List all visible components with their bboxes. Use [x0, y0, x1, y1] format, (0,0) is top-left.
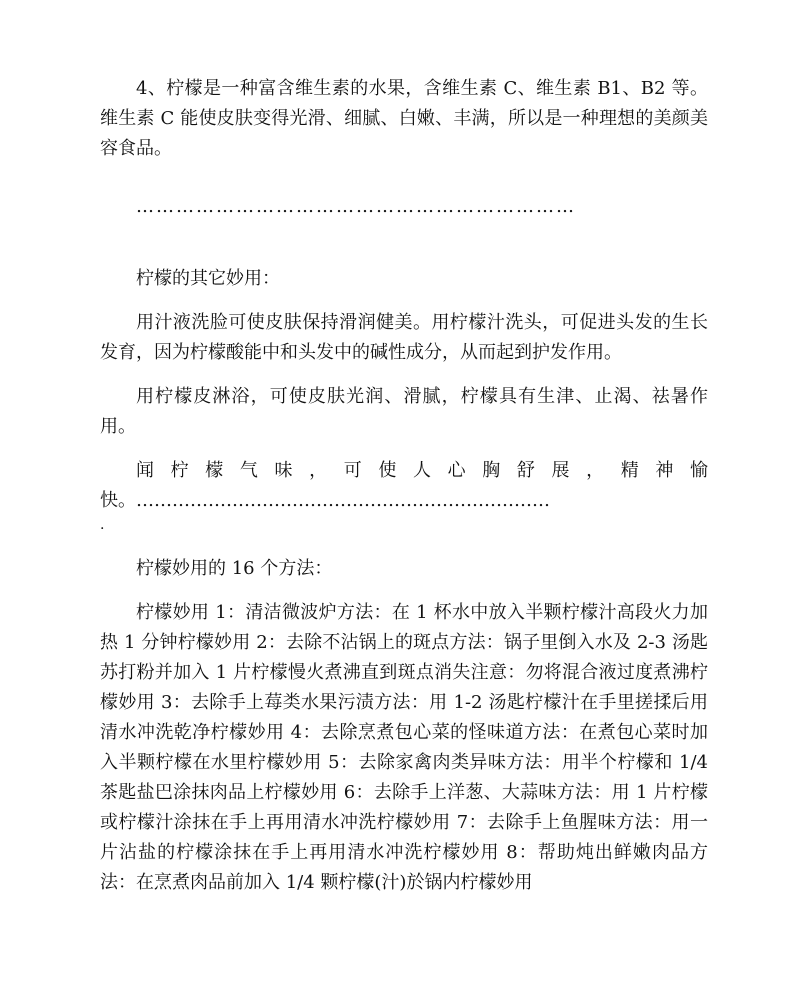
- paragraph-bath: 用柠檬皮淋浴，可使皮肤光润、滑腻，柠檬具有生津、止渴、祛暑作用。: [100, 386, 708, 437]
- paragraph-scent-line2: 快。……………………………………………………………: [100, 490, 550, 511]
- paragraph-vitamin: 4、柠檬是一种富含维生素的水果，含维生素 C、维生素 B1、B2 等。维生素 C 能使皮肤变得光滑、细腻、白嫩、丰满，所以是一种理想的美颜美容食品。: [100, 78, 708, 159]
- dotted-separator: …………………………………………………………: [136, 196, 576, 217]
- heading-16-methods: 柠檬妙用的 16 个方法：: [136, 558, 333, 579]
- stray-dot: .: [100, 517, 105, 533]
- paragraph-methods: 柠檬妙用 1：清洁微波炉方法：在 1 杯水中放入半颗柠檬汁高段火力加热 1 分钟柠檬妙用 2：去除不沾锅上的斑点方法：锅子里倒入水及 2-3 汤匙苏打粉并加入 1 片柠檬慢火煮沸直到斑点消失注意：勿将混合液过度煮沸柠檬妙用 3：去除手上莓类水果污渍方法：用 1-2 汤匙柠檬汁在手里搓揉后用清水冲洗乾净柠檬妙用 4：去除烹煮包心菜的怪味道方法：在煮包心菜时加入半颗柠檬在水里柠檬妙用 5：去除家禽肉类异味方法：用半个柠檬和 1/4 茶匙盐巴涂抹肉品上柠檬妙用 6：去除手上洋葱、大蒜味方法：用 1 片柠檬或柠檬汁涂抹在手上再用清水冲洗柠檬妙用 7：去除手上鱼腥味方法：用一片沾盐的柠檬涂抹在手上再用清水冲洗柠檬妙用 8：帮助炖出鲜嫩肉品方法：在烹煮肉品前加入 1/4 颗柠檬(汁)於锅内柠檬妙用: [100, 602, 708, 893]
- paragraph-scent-line1: 闻柠檬气味，可使人心胸舒展，精神愉: [136, 460, 708, 481]
- document-page: [100, 74, 708, 898]
- paragraph-face-hair: 用汁液洗脸可使皮肤保持滑润健美。用柠檬汁洗头，可促进头发的生长发育，因为柠檬酸能中和头发中的碱性成分，从而起到护发作用。: [100, 312, 708, 363]
- heading-other-uses: 柠檬的其它妙用：: [136, 268, 280, 289]
